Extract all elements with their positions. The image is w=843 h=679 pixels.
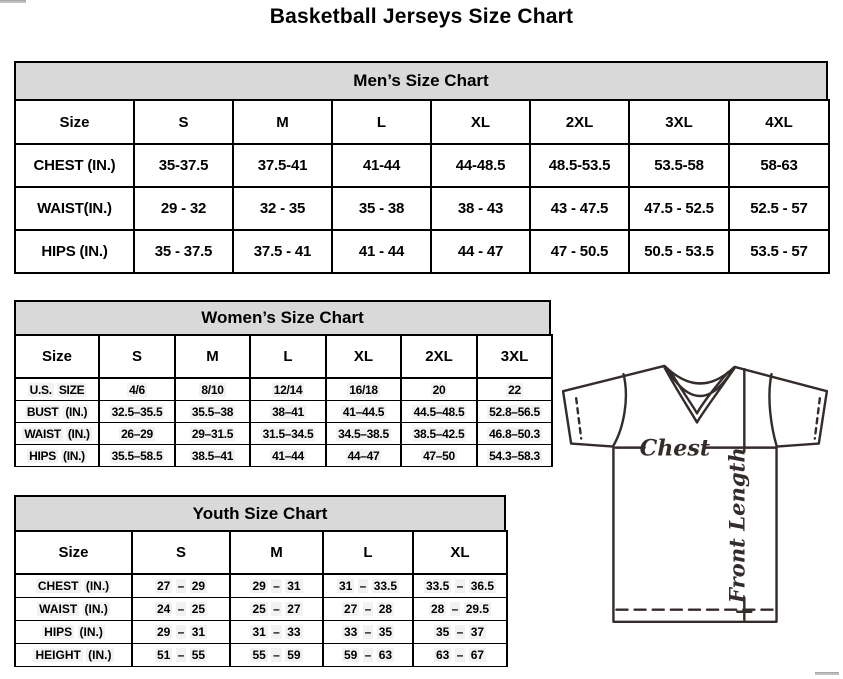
size-value-cell: 33 – 35 <box>323 621 413 644</box>
size-value-cell: 53.5-58 <box>629 144 729 187</box>
row-label: WAIST (IN.) <box>15 423 99 445</box>
size-value-cell: 22 <box>477 378 552 401</box>
size-value-cell: 31 – 33.5 <box>323 574 413 598</box>
chest-label: Chest <box>639 435 711 462</box>
size-value-cell: 43 - 47.5 <box>530 187 629 230</box>
size-value-cell: 52.5 - 57 <box>729 187 829 230</box>
size-value-cell: 29–31.5 <box>175 423 250 445</box>
size-value-cell: 27 – 29 <box>132 574 230 598</box>
size-value-cell: 35 – 37 <box>413 621 507 644</box>
youth-size-chart <box>14 495 506 667</box>
size-column-header: 2XL <box>530 100 629 144</box>
scrollbar-fragment-left <box>0 0 26 3</box>
size-column-header: XL <box>431 100 530 144</box>
size-value-cell: 27 – 28 <box>323 598 413 621</box>
table-row <box>15 574 507 598</box>
size-value-cell: 16/18 <box>326 378 401 401</box>
row-label: CHEST (IN.) <box>15 144 134 187</box>
size-value-cell: 47.5 - 52.5 <box>629 187 729 230</box>
size-value-cell: 41–44 <box>250 445 326 467</box>
jersey-measurement-diagram <box>553 358 843 650</box>
size-value-cell: 46.8–50.3 <box>477 423 552 445</box>
size-value-cell: 38–41 <box>250 401 326 423</box>
table-grid <box>14 334 553 467</box>
size-value-cell: 37.5-41 <box>233 144 332 187</box>
scrollbar-fragment-right <box>815 672 839 675</box>
size-column-header: 3XL <box>629 100 729 144</box>
corner-header: Size <box>15 335 99 378</box>
size-value-cell: 52.8–56.5 <box>477 401 552 423</box>
size-value-cell: 24 – 25 <box>132 598 230 621</box>
corner-header: Size <box>15 100 134 144</box>
table-row <box>15 598 507 621</box>
table-row <box>15 187 829 230</box>
size-value-cell: 33.5 – 36.5 <box>413 574 507 598</box>
row-label: BUST (IN.) <box>15 401 99 423</box>
size-column-header: M <box>230 531 323 574</box>
size-column-header: L <box>332 100 431 144</box>
size-column-header: 4XL <box>729 100 829 144</box>
size-value-cell: 51 – 55 <box>132 644 230 667</box>
row-label: WAIST(IN.) <box>15 187 134 230</box>
row-label: HIPS (IN.) <box>15 230 134 273</box>
size-value-cell: 29 – 31 <box>132 621 230 644</box>
size-value-cell: 63 – 67 <box>413 644 507 667</box>
size-value-cell: 41 - 44 <box>332 230 431 273</box>
size-value-cell: 35.5–38 <box>175 401 250 423</box>
size-value-cell: 32.5–35.5 <box>99 401 175 423</box>
size-value-cell: 55 – 59 <box>230 644 323 667</box>
table-row <box>15 644 507 667</box>
row-label: HIPS (IN.) <box>15 445 99 467</box>
front-length-label: Front Length <box>724 447 750 604</box>
table-row <box>15 144 829 187</box>
size-value-cell: 54.3–58.3 <box>477 445 552 467</box>
size-value-cell: 29 - 32 <box>134 187 233 230</box>
size-column-header: 2XL <box>401 335 477 378</box>
size-value-cell: 44-48.5 <box>431 144 530 187</box>
size-value-cell: 35 - 37.5 <box>134 230 233 273</box>
header-row <box>15 335 552 378</box>
size-value-cell: 50.5 - 53.5 <box>629 230 729 273</box>
size-column-header: XL <box>326 335 401 378</box>
size-value-cell: 38 - 43 <box>431 187 530 230</box>
size-value-cell: 37.5 - 41 <box>233 230 332 273</box>
table-row <box>15 445 552 467</box>
size-value-cell: 47 - 50.5 <box>530 230 629 273</box>
size-value-cell: 53.5 - 57 <box>729 230 829 273</box>
size-column-header: M <box>175 335 250 378</box>
size-value-cell: 35 - 38 <box>332 187 431 230</box>
size-value-cell: 38.5–42.5 <box>401 423 477 445</box>
table-row <box>15 423 552 445</box>
size-value-cell: 41-44 <box>332 144 431 187</box>
page-title: Basketball Jerseys Size Chart <box>269 5 574 28</box>
size-value-cell: 4/6 <box>99 378 175 401</box>
header-row <box>15 531 507 574</box>
size-value-cell: 31 – 33 <box>230 621 323 644</box>
size-column-header: L <box>250 335 326 378</box>
size-value-cell: 29 – 31 <box>230 574 323 598</box>
header-row <box>15 100 829 144</box>
size-value-cell: 44 - 47 <box>431 230 530 273</box>
size-value-cell: 44–47 <box>326 445 401 467</box>
size-column-header: XL <box>413 531 507 574</box>
size-value-cell: 58-63 <box>729 144 829 187</box>
mens-size-chart <box>14 61 828 274</box>
size-column-header: S <box>134 100 233 144</box>
table-grid <box>14 99 830 274</box>
size-column-header: S <box>99 335 175 378</box>
row-label: HEIGHT (IN.) <box>15 644 132 667</box>
size-value-cell: 31.5–34.5 <box>250 423 326 445</box>
size-value-cell: 38.5–41 <box>175 445 250 467</box>
table-row <box>15 621 507 644</box>
size-value-cell: 44.5–48.5 <box>401 401 477 423</box>
table-row <box>15 401 552 423</box>
size-value-cell: 48.5-53.5 <box>530 144 629 187</box>
size-column-header: M <box>233 100 332 144</box>
table-row <box>15 378 552 401</box>
size-value-cell: 34.5–38.5 <box>326 423 401 445</box>
size-value-cell: 41–44.5 <box>326 401 401 423</box>
size-value-cell: 32 - 35 <box>233 187 332 230</box>
size-value-cell: 28 – 29.5 <box>413 598 507 621</box>
womens-size-chart <box>14 300 551 467</box>
table-title: Youth Size Chart <box>14 495 506 532</box>
size-value-cell: 25 – 27 <box>230 598 323 621</box>
row-label: HIPS (IN.) <box>15 621 132 644</box>
size-column-header: S <box>132 531 230 574</box>
table-title: Women’s Size Chart <box>14 300 551 336</box>
row-label: CHEST (IN.) <box>15 574 132 598</box>
table-grid <box>14 530 508 667</box>
table-title: Men’s Size Chart <box>14 61 828 101</box>
size-value-cell: 20 <box>401 378 477 401</box>
size-value-cell: 59 – 63 <box>323 644 413 667</box>
size-column-header: L <box>323 531 413 574</box>
row-label: WAIST (IN.) <box>15 598 132 621</box>
size-value-cell: 8/10 <box>175 378 250 401</box>
size-value-cell: 35.5–58.5 <box>99 445 175 467</box>
size-value-cell: 12/14 <box>250 378 326 401</box>
row-label: U.S. SIZE <box>15 378 99 401</box>
size-column-header: 3XL <box>477 335 552 378</box>
size-value-cell: 26–29 <box>99 423 175 445</box>
table-row <box>15 230 829 273</box>
size-value-cell: 47–50 <box>401 445 477 467</box>
jersey-outline-icon <box>553 358 843 650</box>
size-value-cell: 35-37.5 <box>134 144 233 187</box>
corner-header: Size <box>15 531 132 574</box>
